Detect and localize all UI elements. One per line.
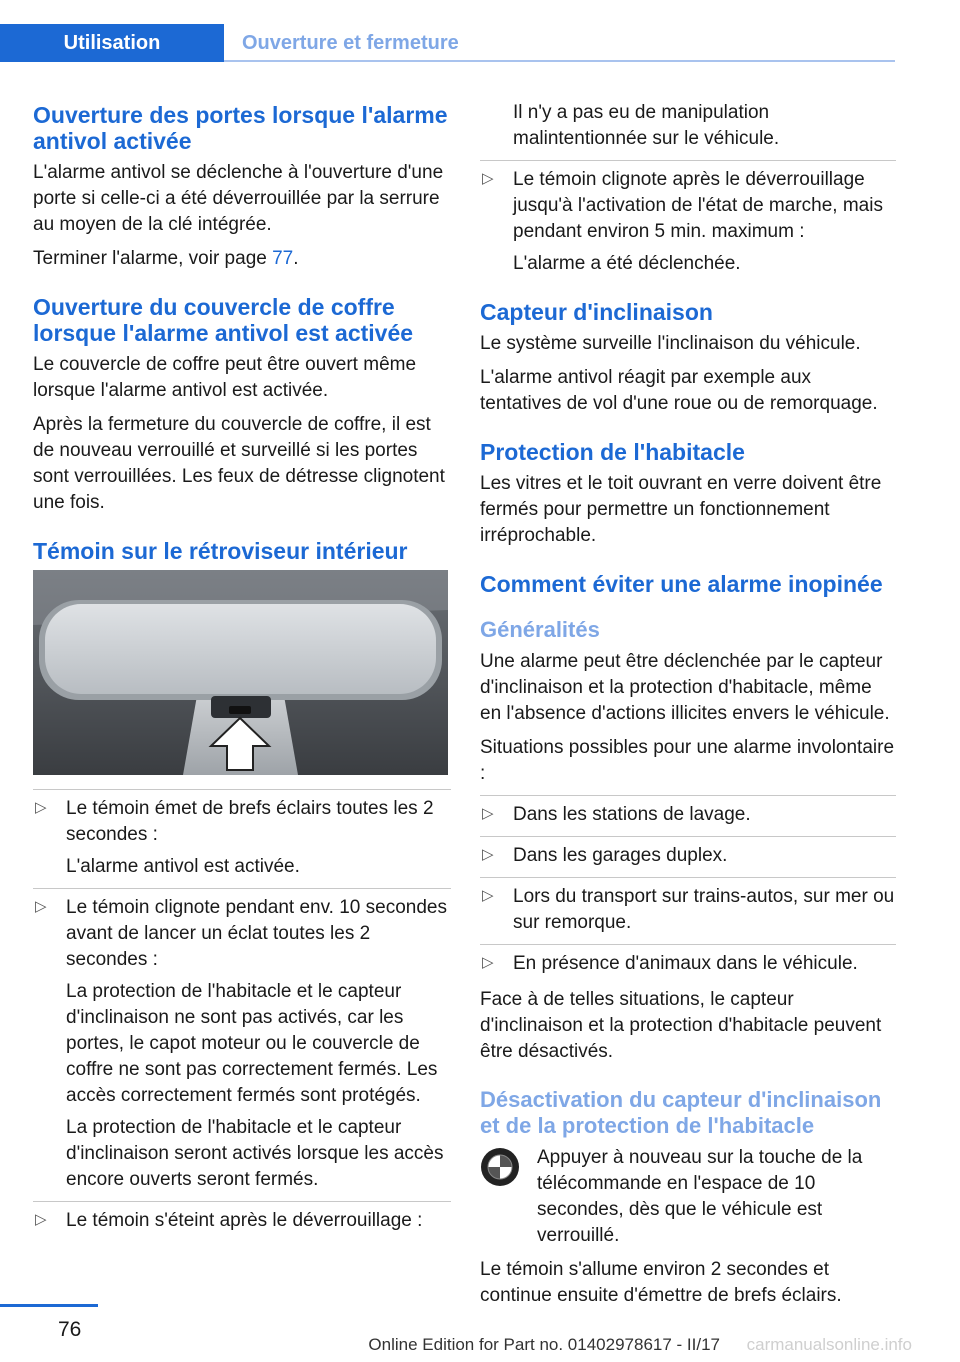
triangle-right-outline-icon: ▷ (482, 170, 494, 187)
watermark: carmanualsonline.info (746, 1335, 912, 1354)
left-column (33, 102, 451, 1242)
list-item-text: Dans les stations de lavage. (513, 804, 751, 825)
list-item (480, 795, 896, 836)
triangle-right-outline-icon: ▷ (482, 954, 494, 971)
list-item (480, 836, 896, 877)
paragraph: Le couvercle de coffre peut être ouvert même lorsque l'alarme antivol est activée. (33, 354, 417, 401)
page-number: 76 (58, 1318, 82, 1341)
triangle-right-outline-icon: ▷ (35, 799, 47, 816)
tab-ouverture-fermeture[interactable]: Ouverture et fermeture (242, 32, 459, 54)
paragraph: Situations possibles pour une alarme involontaire : (480, 737, 895, 784)
list-item-main: Le témoin clignote après le déverrouillage jusqu'à l'activation de l'état de marche, mais pendant environ 5 min. maximum : (513, 169, 883, 242)
paragraph-see-page (33, 246, 451, 272)
edition-note: Online Edition for Part no. 01402978617 - II/17 (368, 1335, 720, 1354)
header-divider (224, 60, 895, 62)
right-column (480, 100, 896, 1317)
triangle-right-outline-icon: ▷ (482, 846, 494, 863)
paragraph: Appuyer à nouveau sur la touche de la télécommande en l'espace de 10 secondes, dès que le véhicule est verrouillé. (537, 1147, 863, 1246)
situations-list (480, 795, 896, 985)
rearview-mirror-image (33, 570, 448, 775)
section-title-mirror-indicator: Témoin sur le rétroviseur intérieur (33, 538, 408, 564)
list-item (480, 877, 896, 944)
section-title-doors-alarm: Ouverture des portes lorsque l'alarme antivol activée (33, 102, 448, 154)
punctuation: . (293, 248, 299, 269)
paragraph: Une alarme peut être déclenchée par le capteur d'inclinaison et la protection d'habitacle, même en l'absence d'actions illicites envers le véhicule. (480, 651, 890, 724)
tab-utilisation[interactable]: Utilisation (0, 24, 224, 62)
section-title-tilt-sensor: Capteur d'inclinaison (480, 299, 713, 325)
subsection-title-deactivation: Désactivation du capteur d'inclinaison et de la protection de l'habitacle (480, 1087, 882, 1138)
list-item-main: Le témoin s'éteint après le déverrouillage : (66, 1210, 423, 1231)
section-title-trunk-alarm: Ouverture du couvercle de coffre lorsque l'alarme antivol est activée (33, 294, 414, 346)
triangle-right-outline-icon: ▷ (482, 887, 494, 904)
list-item-main: Le témoin clignote pendant env. 10 secondes avant de lancer un éclat toutes les 2 secondes : (66, 897, 447, 970)
bmw-logo-icon (480, 1147, 520, 1187)
key-instruction (480, 1145, 896, 1249)
paragraph: L'alarme antivol se déclenche à l'ouverture d'une porte si celle-ci a été déverrouillée par la serrure au moyen de la clé intégrée. (33, 162, 444, 235)
list-item-sub: L'alarme antivol est activée. (66, 856, 300, 877)
mirror-illustration (33, 570, 448, 775)
section-title-cabin-protection: Protection de l'habitacle (480, 439, 745, 465)
list-item (480, 160, 896, 285)
list-item-sub: La protection de l'habitacle et le capteur d'inclinaison ne sont pas activés, car les portes, le capot moteur ou le couvercle de coffre ne sont pas correctement fermés. Les accès correctement fermés sont protégés. (66, 981, 438, 1106)
see-page-text: Terminer l'alarme, voir page (33, 248, 273, 269)
triangle-right-outline-icon: ▷ (35, 898, 47, 915)
paragraph: Le système surveille l'inclinaison du véhicule. (480, 333, 861, 354)
page-header (0, 24, 895, 62)
triangle-right-outline-icon: ▷ (482, 805, 494, 822)
list-item-text: Dans les garages duplex. (513, 845, 728, 866)
list-item-text: Lors du transport sur trains-autos, sur mer ou sur remorque. (513, 886, 895, 933)
paragraph: Après la fermeture du couvercle de coffre, il est de nouveau verrouillé et surveillé si les portes sont verrouillées. Les feux de détresse clignotent une fois. (33, 414, 445, 513)
paragraph: Face à de telles situations, le capteur d'inclinaison et la protection d'habitacle peuvent être désactivés. (480, 989, 882, 1062)
subsection-title-general: Généralités (480, 617, 600, 642)
list-item (33, 1201, 451, 1242)
indicator-list-continued (480, 160, 896, 285)
list-item (33, 888, 451, 1201)
list-item-sub-continued: Il n'y a pas eu de manipulation malintentionnée sur le véhicule. (513, 102, 780, 149)
list-item-main: Le témoin émet de brefs éclairs toutes les 2 secondes : (66, 798, 434, 845)
indicator-list (33, 789, 451, 1242)
list-item-sub: La protection de l'habitacle et le capteur d'inclinaison seront activés lorsque les accès encore ouverts seront fermés. (66, 1117, 444, 1190)
triangle-right-outline-icon: ▷ (35, 1211, 47, 1228)
footer-rule (0, 1304, 98, 1307)
list-item (480, 944, 896, 985)
list-item (33, 789, 451, 888)
list-item-sub: L'alarme a été déclenchée. (513, 253, 741, 274)
list-item-text: En présence d'animaux dans le véhicule. (513, 953, 858, 974)
paragraph: Le témoin s'allume environ 2 secondes et continue ensuite d'émettre de brefs éclairs. (480, 1259, 842, 1306)
paragraph: L'alarme antivol réagit par exemple aux tentatives de vol d'une roue ou de remorquage. (480, 367, 878, 414)
paragraph: Les vitres et le toit ouvrant en verre doivent être fermés pour permettre un fonctionnement irréprochable. (480, 473, 882, 546)
section-title-avoid-alarm: Comment éviter une alarme inopinée (480, 571, 883, 597)
page-link-77[interactable]: 77 (272, 248, 294, 269)
